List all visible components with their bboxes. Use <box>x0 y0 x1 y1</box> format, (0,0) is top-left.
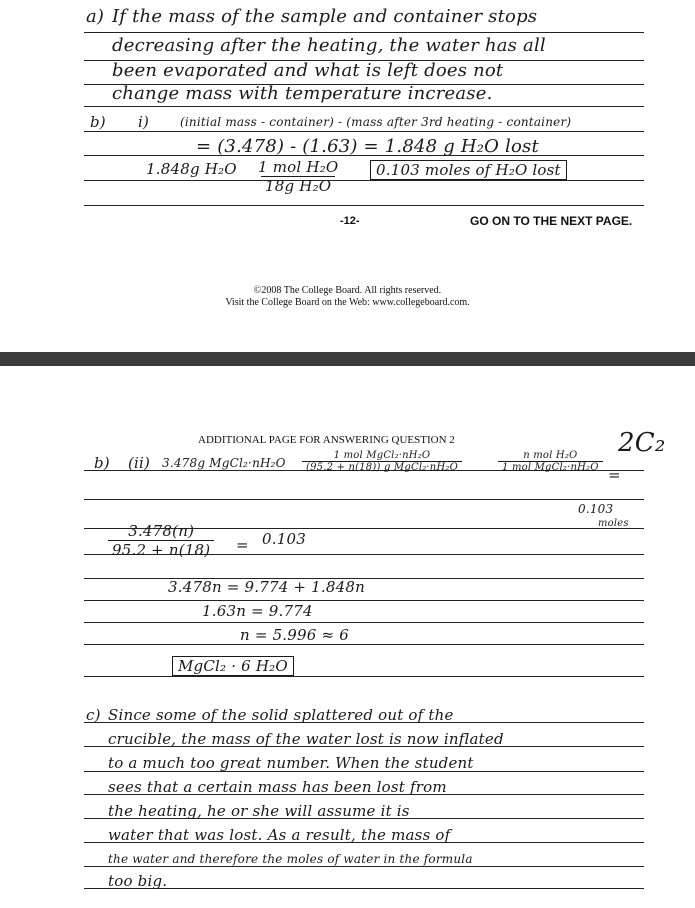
part-a-line-4: change mass with temperature increase. <box>112 83 493 104</box>
ruled-line <box>84 866 644 867</box>
part-a-line-2: decreasing after the heating, the water has all <box>112 35 546 56</box>
equals-sign: = <box>608 466 621 484</box>
hydrate-equation-fraction <box>108 522 214 559</box>
ruled-line <box>84 180 644 181</box>
ruled-line <box>84 499 644 500</box>
part-c-line-5: the heating, he or she will assume it is <box>108 802 410 820</box>
molar-mass-conversion <box>254 158 342 195</box>
solve-step-3: n = 5.996 ≈ 6 <box>240 626 349 644</box>
equation-equals: = <box>236 536 249 554</box>
ruled-line <box>84 131 644 132</box>
exam-page-12 <box>0 0 695 352</box>
ratio-numerator: n mol H₂O <box>523 450 578 461</box>
part-c-label: c) <box>86 706 101 724</box>
ratio-denominator: 1 mol MgCl₂·nH₂O <box>498 461 603 473</box>
part-b-label: b) <box>94 454 110 472</box>
moles-value: 0.103 <box>578 502 614 516</box>
water-ratio-conversion <box>498 450 603 473</box>
solve-step-2: 1.63n = 9.774 <box>202 602 313 620</box>
ruled-line <box>84 205 644 206</box>
ruled-line <box>84 106 644 107</box>
ruled-line <box>84 888 644 889</box>
given-mass-hydrate: 3.478g MgCl₂·nH₂O <box>162 456 286 470</box>
part-c-line-2: crucible, the mass of the water lost is now inflated <box>108 730 504 748</box>
mass-difference-expression: (initial mass - container) - (mass after 3rd heating - container) <box>180 115 572 129</box>
page-separator <box>0 352 695 366</box>
ruled-line <box>84 600 644 601</box>
part-b-sub-label: i) <box>138 113 150 131</box>
go-on-notice: GO ON TO THE NEXT PAGE. <box>470 214 633 228</box>
score-mark: 2C₂ <box>618 428 666 458</box>
equation-denominator: 95.2 + n(18) <box>108 540 214 559</box>
ruled-line <box>84 644 644 645</box>
solve-step-1: 3.478n = 9.774 + 1.848n <box>168 578 365 596</box>
equation-numerator: 3.478(n) <box>128 522 195 540</box>
part-a-label: a) <box>86 6 105 27</box>
hydrate-formula-answer: MgCl₂ · 6 H₂O <box>172 656 294 676</box>
ruled-line <box>84 622 644 623</box>
moles-unit: moles <box>598 518 629 529</box>
conversion-numerator: 1 mol H₂O <box>258 158 339 176</box>
part-b-sub-label: (ii) <box>128 454 151 472</box>
water-lost-calculation: = (3.478) - (1.63) = 1.848 g H₂O lost <box>196 136 539 157</box>
conversion-denominator: 18g H₂O <box>261 176 335 195</box>
website-line: Visit the College Board on the Web: www.collegeboard.com. <box>225 297 470 308</box>
copyright-line: ©2008 The College Board. All rights reserved. <box>253 285 442 296</box>
equation-rhs: 0.103 <box>262 530 306 548</box>
moles-water-answer: 0.103 moles of H₂O lost <box>370 160 567 180</box>
part-a-line-3: been evaporated and what is left does not <box>112 60 504 81</box>
part-c-line-6: water that was lost. As a result, the mass of <box>108 826 451 844</box>
part-c-line-8: too big. <box>108 872 168 890</box>
part-c-line-4: sees that a certain mass has been lost from <box>108 778 447 796</box>
part-a-line-1: If the mass of the sample and container stops <box>112 6 538 27</box>
page-number: -12- <box>340 215 360 227</box>
part-c-line-3: to a much too great number. When the student <box>108 754 474 772</box>
ruled-line <box>84 676 644 677</box>
additional-page-header: ADDITIONAL PAGE FOR ANSWERING QUESTION 2 <box>198 434 455 446</box>
ruled-line <box>84 32 644 33</box>
hydrate-conversion-denominator: (95.2 + n(18)) g MgCl₂·nH₂O <box>302 461 462 473</box>
hydrate-conversion-numerator: 1 mol MgCl₂·nH₂O <box>333 450 431 461</box>
part-c-line-1: Since some of the solid splattered out of the <box>108 706 454 724</box>
hydrate-molar-conversion <box>302 450 462 473</box>
part-b-label: b) <box>90 113 106 131</box>
additional-answer-page <box>0 366 695 908</box>
given-mass-water: 1.848g H₂O <box>146 160 237 178</box>
part-c-line-7: the water and therefore the moles of water in the formula <box>108 852 473 866</box>
